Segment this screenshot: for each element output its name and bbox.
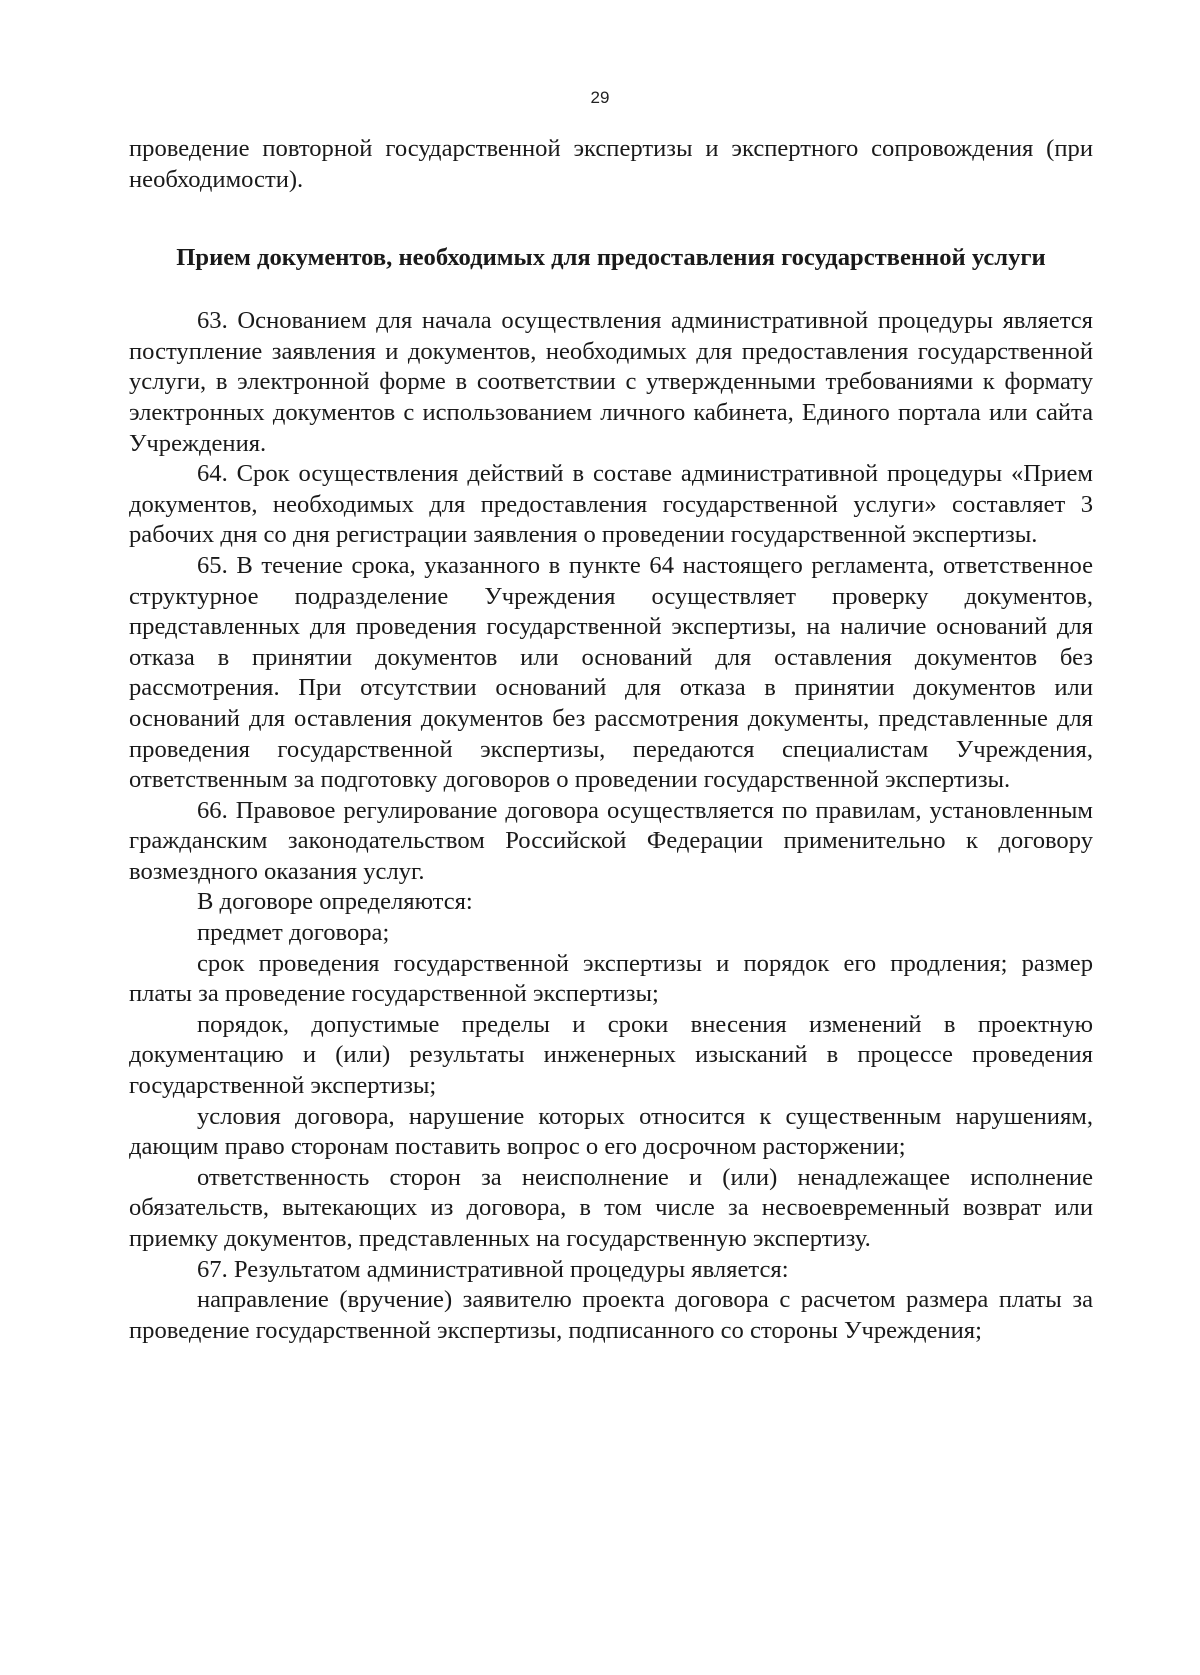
paragraph-63: 63. Основанием для начала осуществления административной процедуры является поступление заявления и документов, необходимых для предоставления государственной услуги, в электронной форме в соответствии с утвержденными требованиями к формату электронных документов с использованием личного кабинета, Единого портала или сайта Учреждения. (129, 307, 1093, 457)
contract-term-deadline-fee: срок проведения государственной экспертизы и порядок его продления; размер платы за проведение государственной экспертизы; (129, 949, 1093, 1008)
paragraph-64: 64. Срок осуществления действий в составе административной процедуры «Прием документов, необходимых для предоставления государственной услуги» составляет 3 рабочих дня со дня регистрации заявления о проведении государственной экспертизы. (129, 460, 1093, 549)
contract-term-liability: ответственность сторон за неисполнение и (или) ненадлежащее исполнение обязательств, вытекающих из договора, в том числе за несвоевременный возврат или приемку документов, представленных на государственную экспертизу. (129, 1163, 1093, 1252)
page-number: 29 (590, 88, 610, 107)
paragraph-65: 65. В течение срока, указанного в пункте 64 настоящего регламента, ответственное структурное подразделение Учреждения осуществляет проверку документов, представленных для проведения государственной экспертизы, на наличие оснований для отказа в принятии документов или оснований для оставления документов без рассмотрения. При отсутствии оснований для отказа в принятии документов или оснований для оставления документов без рассмотрения документы, представленные для проведения государственной экспертизы, передаются специалистам Учреждения, ответственным за подготовку договоров о проведении государственной экспертизы. (129, 551, 1093, 794)
contract-term-changes: порядок, допустимые пределы и сроки внесения изменений в проектную документацию и (или) результаты инженерных изысканий в процессе проведения государственной экспертизы; (129, 1010, 1093, 1100)
result-item-contract: направление (вручение) заявителю проекта договора с расчетом размера платы за проведение государственной экспертизы, подписанного со стороны Учреждения; (129, 1286, 1093, 1344)
paragraph-66: 66. Правовое регулирование договора осуществляется по правилам, установленным гражданским законодательством Российской Федерации применительно к договору возмездного оказания услуг. (129, 796, 1093, 885)
document-body (129, 134, 1093, 1346)
contract-terms-intro: В договоре определяются: (197, 888, 473, 916)
intro-paragraph: проведение повторной государственной экспертизы и экспертного сопровождения (при необходимости). (129, 135, 1093, 193)
contract-term-violations: условия договора, нарушение которых относится к существенным нарушениям, дающим право сторонам поставить вопрос о его досрочном расторжении; (129, 1102, 1093, 1161)
contract-term-subject: предмет договора; (197, 919, 390, 947)
section-heading: Прием документов, необходимых для предоставления государственной услуги (176, 244, 1046, 272)
paragraph-67: 67. Результатом административной процедуры является: (197, 1255, 789, 1283)
